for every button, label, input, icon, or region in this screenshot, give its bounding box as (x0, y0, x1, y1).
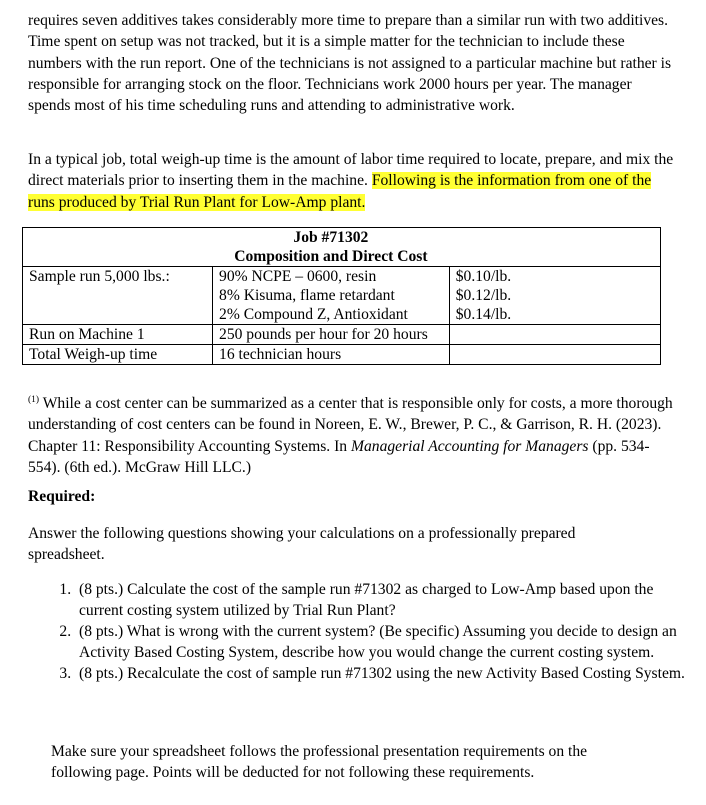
table-header (213, 228, 450, 267)
table-row (23, 325, 661, 345)
material-name: 90% NCPE – 0600, resin (219, 268, 377, 285)
instruction-paragraph: Answer the following questions showing your calculations on a professionally prepared spreadsheet. (28, 525, 576, 563)
footnote-text: While a cost center can be summarized as a center that is responsible only for costs, a more thorough understanding of cost centers can be found in Noreen, E. W., Brewer, P. C., & Garrison, R. H. (2023). Chapter 11: Responsibility Accounting Systems. In (28, 395, 673, 455)
intro-paragraph-2 (28, 149, 678, 213)
footnote-marker: (1) (28, 394, 40, 405)
table-row (23, 267, 661, 325)
book-title: Managerial Accounting for Managers (350, 437, 589, 455)
footnote (28, 393, 678, 478)
machine-value: 250 pounds per hour for 20 hours (213, 325, 450, 345)
list-item: 1. (8 pts.) Calculate the cost of the sample run #71302 as charged to Low-Amp based upon the current costing system utilized by Trial Run Plant? (75, 580, 695, 621)
highlighted-text: Following is the information from one of the runs produced by Trial Run Plant for Low-Amp plant. (28, 172, 652, 211)
intro-paragraph-1: requires seven additives takes considerably more time to prepare than a similar run with two additives. Time spent on setup was not tracked, but it is a simple matter for the technician to include these numbers with the run report. One of the technicians is not assigned to a particular machine but rather is responsible for arranging stock on the floor. Technicians work 2000 hours per year. The manager spends most of his time scheduling runs and attending to administrative work. (28, 12, 672, 115)
table-heading: Composition and Direct Cost (234, 248, 428, 265)
material-prices (449, 267, 660, 325)
material-price: $0.12/lb. (455, 287, 512, 304)
material-price: $0.14/lb. (455, 306, 512, 323)
required-heading: Required: (28, 488, 96, 505)
machine-label: Run on Machine 1 (23, 325, 213, 345)
weighup-value: 16 technician hours (213, 345, 450, 365)
job-composition-table (22, 227, 661, 365)
materials-list (213, 267, 450, 325)
list-item: 2. (8 pts.) What is wrong with the current system? (Be specific) Assuming you decide to design an Activity Based Costing System, describe how you would change the current costing system. (75, 622, 695, 663)
material-name: 8% Kisuma, flame retardant (219, 287, 395, 304)
sample-run-label: Sample run 5,000 lbs.: (23, 267, 213, 325)
job-number: Job #71302 (293, 229, 369, 246)
material-price: $0.10/lb. (455, 268, 512, 285)
closing-paragraph: Make sure your spreadsheet follows the professional presentation requirements on the following page. Points will be deducted for not following these requirements. (51, 743, 588, 781)
list-item: 3. (8 pts.) Recalculate the cost of sample run #71302 using the new Activity Based Costing System. (75, 664, 695, 685)
table-row (23, 345, 661, 365)
questions-list (28, 580, 695, 686)
weighup-label: Total Weigh-up time (23, 345, 213, 365)
intro-paragraph-2-text: In a typical job, total weigh-up time is the amount of labor time required to locate, prepare, and mix the direct materials prior to inserting them in the machine. (28, 151, 674, 190)
material-name: 2% Compound Z, Antioxidant (219, 306, 408, 323)
footnote-text-end: (pp. 534-554). (6th ed.). McGraw Hill LLC.) (28, 437, 650, 476)
table-header-row (23, 228, 661, 267)
